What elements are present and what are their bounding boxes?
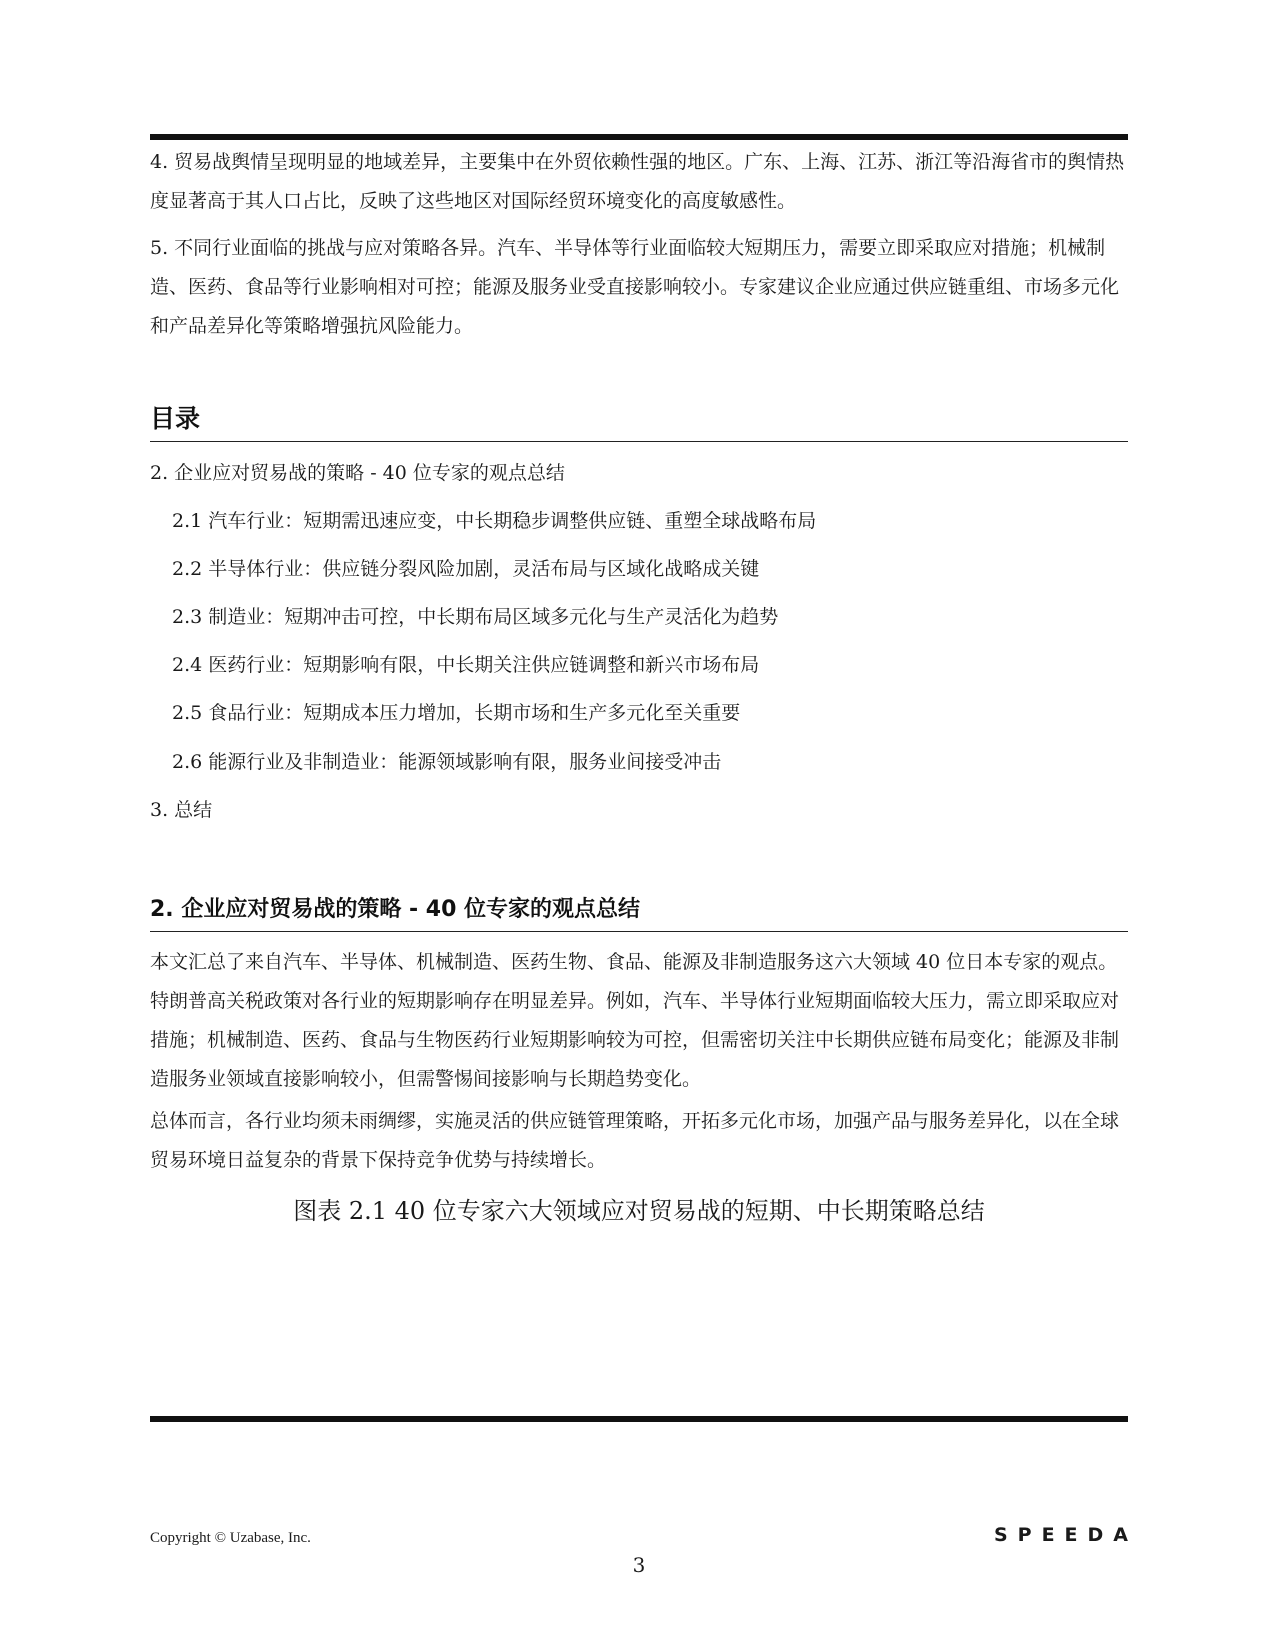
paragraph-4: 4. 贸易战舆情呈现明显的地域差异，主要集中在外贸依赖性强的地区。广东、上海、江苏、浙江等沿海省市的舆情热度显著高于其人口占比，反映了这些地区对国际经贸环境变化的高度敏感性。 xyxy=(150,151,1125,212)
document-page xyxy=(150,0,1138,1650)
paragraph-5: 5. 不同行业面临的挑战与应对策略各异。汽车、半导体等行业面临较大短期压力，需要立即采取应对措施；机械制造、医药、食品等行业影响相对可控；能源及服务业受直接影响较小。专家建议企业应通过供应链重组、市场多元化和产品差异化等策略增强抗风险能力。 xyxy=(150,237,1120,337)
toc-item-2-2[interactable]: 2.2 半导体行业：供应链分裂风险加剧，灵活布局与区域化战略成关键 xyxy=(172,558,760,580)
section-2-paragraph-1: 本文汇总了来自汽车、半导体、机械制造、医药生物、食品、能源及非制造服务这六大领域 40 位日本专家的观点。特朗普高关税政策对各行业的短期影响存在明显差异。例如，汽车、半导体行业短期面临较大压力，需立即采取应对措施；机械制造、医药、食品与生物医药行业短期影响较为可控，但需密切关注中长期供应链布局变化；能源及非制造服务业领域直接影响较小，但需警惕间接影响与长期趋势变化。 xyxy=(150,951,1120,1090)
speeda-logo: SPEEDA xyxy=(993,1524,1138,1546)
section-2-paragraph-2: 总体而言，各行业均须未雨绸缪，实施灵活的供应链管理策略，开拓多元化市场，加强产品与服务差异化，以在全球贸易环境日益复杂的背景下保持竞争优势与持续增长。 xyxy=(150,1110,1120,1171)
copyright-text: Copyright © Uzabase, Inc. xyxy=(150,1530,311,1546)
toc-item-3[interactable]: 3. 总结 xyxy=(150,799,213,821)
toc-item-2-4[interactable]: 2.4 医药行业：短期影响有限，中长期关注供应链调整和新兴市场布局 xyxy=(172,654,760,676)
toc-item-2-1[interactable]: 2.1 汽车行业：短期需迅速应变，中长期稳步调整供应链、重塑全球战略布局 xyxy=(172,510,817,532)
toc-title-underline xyxy=(150,441,1128,442)
toc-item-2[interactable]: 2. 企业应对贸易战的策略 - 40 位专家的观点总结 xyxy=(150,462,565,484)
toc-title: 目录 xyxy=(150,404,201,433)
section-2-title: 2. 企业应对贸易战的策略 - 40 位专家的观点总结 xyxy=(150,897,641,922)
toc-item-2-3[interactable]: 2.3 制造业：短期冲击可控，中长期布局区域多元化与生产灵活化为趋势 xyxy=(172,606,779,628)
figure-caption: 图表 2.1 40 位专家六大领域应对贸易战的短期、中长期策略总结 xyxy=(293,1197,985,1225)
toc-item-2-6[interactable]: 2.6 能源行业及非制造业：能源领域影响有限，服务业间接受冲击 xyxy=(172,751,722,773)
header-rule xyxy=(150,134,1128,140)
section-2-underline xyxy=(150,931,1128,932)
page-number: 3 xyxy=(632,1553,646,1577)
footer-rule xyxy=(150,1416,1128,1422)
toc-item-2-5[interactable]: 2.5 食品行业：短期成本压力增加，长期市场和生产多元化至关重要 xyxy=(172,702,741,724)
